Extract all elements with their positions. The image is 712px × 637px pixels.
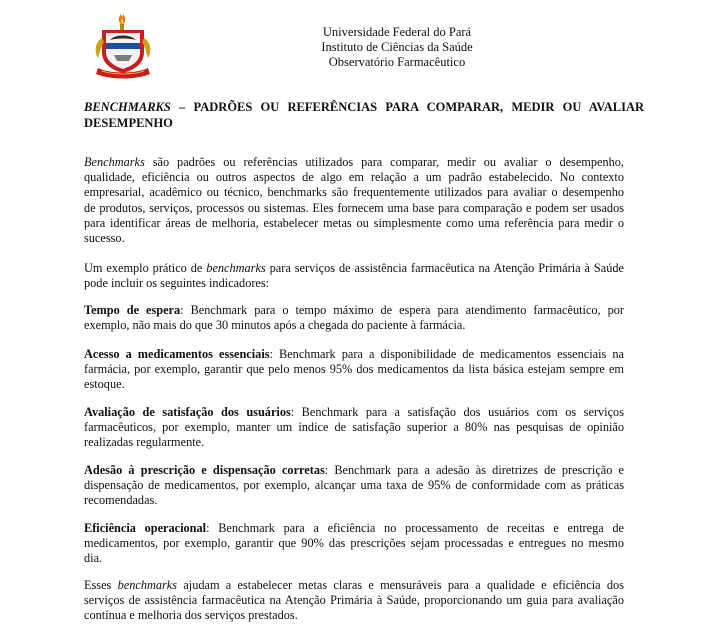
title-line-1: BENCHMARKS – PADRÕES OU REFERÊNCIAS PARA COMPARAR, MEDIR OU AVALIAR xyxy=(84,100,644,114)
intro-paragraph: Benchmarks são padrões ou referências utilizados para comparar, medir ou avaliar o desempenho, qualidade, eficiência ou outros aspectos de algo em relação a um padrão estabelecido. No contexto empresarial, acadêmico ou técnico, benchmarks são frequentemente utilizados para avaliar o desempenho de produtos, serviços, processos ou sistemas. Eles fornecem uma base para comparação e podem ser usados para identificar áreas de melhoria, estabelecer metas ou simplesmente como uma referência para medir o sucesso. xyxy=(84,155,624,246)
indicator-name: Eficiência operacional xyxy=(84,521,207,535)
header-institute: Instituto de Ciências da Saúde xyxy=(321,40,473,54)
indicator-name: Tempo de espera xyxy=(84,303,181,317)
indicator-name: Acesso a medicamentos essenciais xyxy=(84,347,270,361)
indicator-item: Adesão à prescrição e dispensação corretas: Benchmark para a adesão às diretrizes de prescrição e dispensação de medicamentos, por exemplo, alcançar uma taxa de 95% de conformidade com as práticas recomendadas. xyxy=(84,463,625,508)
indicator-item: Tempo de espera: Benchmark para o tempo máximo de espera para atendimento farmacêutico, por exemplo, não mais do que 30 minutos após a chegada do paciente à farmácia. xyxy=(84,303,624,333)
header-university: Universidade Federal do Pará xyxy=(322,25,472,39)
title-italic: BENCHMARKS xyxy=(84,100,171,114)
institution-header xyxy=(262,25,532,70)
closing-paragraph: Esses benchmarks ajudam a estabelecer metas claras e mensuráveis para a qualidade e eficiência dos serviços de assistência farmacêutica na Atenção Primária à Saúde, proporcionando um guia para avaliação contínua e melhoria dos serviços prestados. xyxy=(84,578,624,623)
indicator-item: Avaliação de satisfação dos usuários: Benchmark para a satisfação dos usuários com os serviços farmacêuticos, por exemplo, manter um índice de satisfação superior a 80% nas pesquisas de opinião realizadas regularmente. xyxy=(84,405,624,450)
university-crest-logo xyxy=(92,12,154,80)
header-observatory: Observatório Farmacêutico xyxy=(328,55,466,69)
indicator-item: Acesso a medicamentos essenciais: Benchmark para a disponibilidade de medicamentos essenciais na farmácia, por exemplo, garantir que pelo menos 95% dos medicamentos da lista básica estejam sempre em estoque. xyxy=(84,347,624,392)
title-line-2: DESEMPENHO xyxy=(84,116,173,130)
example-paragraph: Um exemplo prático de benchmarks para serviços de assistência farmacêutica na Atenção Primária à Saúde pode incluir os seguintes indicadores: xyxy=(84,261,624,291)
indicator-name: Avaliação de satisfação dos usuários xyxy=(84,405,291,419)
indicator-item: Eficiência operacional: Benchmark para a eficiência no processamento de receitas e entrega de medicamentos, por exemplo, garantir que 90% das prescrições sejam processadas e entregues no mesmo dia. xyxy=(84,521,624,566)
indicator-name: Adesão à prescrição e dispensação corretas xyxy=(84,463,325,477)
document-title xyxy=(84,99,644,131)
